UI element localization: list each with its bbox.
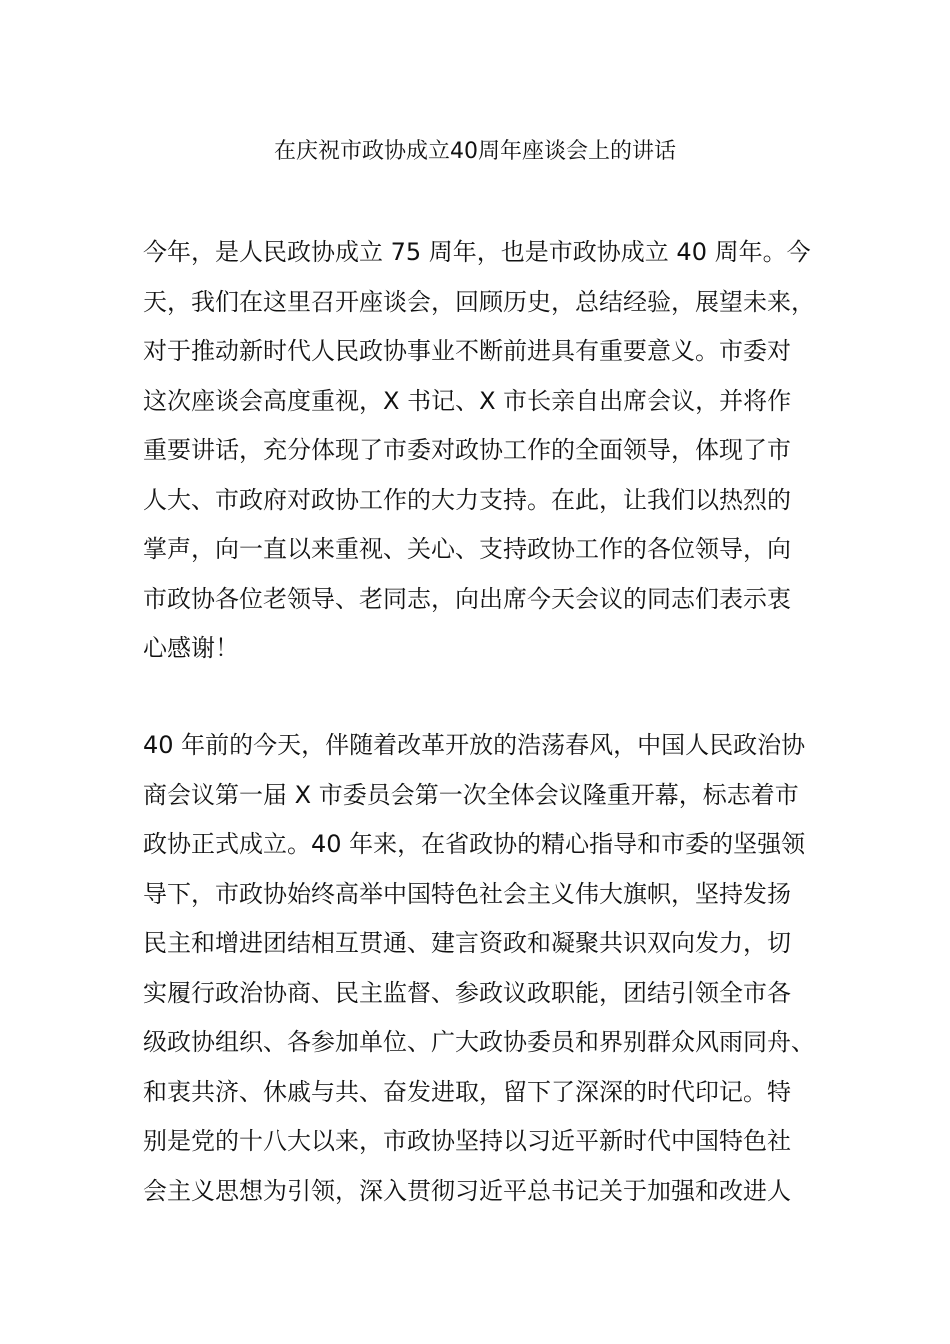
paragraph-line: 掌声，向一直以来重视、关心、支持政协工作的各位领导，向 xyxy=(143,535,791,563)
paragraph-line: 别是党的十八大以来，市政协坚持以习近平新时代中国特色社 xyxy=(143,1127,791,1155)
paragraph-2 xyxy=(143,721,815,1216)
paragraph-line: 重要讲话，充分体现了市委对政协工作的全面领导，体现了市 xyxy=(143,436,791,464)
paragraph-line: 民主和增进团结相互贯通、建言资政和凝聚共识双向发力，切 xyxy=(143,929,791,957)
paragraph-line: 政协正式成立。40 年来，在省政协的精心指导和市委的坚强领 xyxy=(143,830,806,858)
document-title: 在庆祝市政协成立40周年座谈会上的讲话 xyxy=(274,139,676,164)
paragraph-line: 对于推动新时代人民政协事业不断前进具有重要意义。市委对 xyxy=(143,337,791,365)
paragraph-line: 会主义思想为引领，深入贯彻习近平总书记关于加强和改进人 xyxy=(143,1176,791,1205)
paragraph-line: 商会议第一届 X 市委员会第一次全体会议隆重开幕，标志着市 xyxy=(143,780,799,809)
paragraph-line: 导下，市政协始终高举中国特色社会主义伟大旗帜，坚持发扬 xyxy=(143,879,791,908)
paragraph-line: 40 年前的今天，伴随着改革开放的浩荡春风，中国人民政治协 xyxy=(143,731,806,759)
paragraph-line: 实履行政治协商、民主监督、参政议政职能，团结引领全市各 xyxy=(143,978,791,1007)
paragraph-line: 市政协各位老领导、老同志，向出席今天会议的同志们表示衷 xyxy=(143,584,791,613)
paragraph-line: 心感谢！ xyxy=(143,634,239,662)
paragraph-line: 今年，是人民政协成立 75 周年，也是市政协成立 40 周年。今 xyxy=(143,238,811,266)
paragraph-1 xyxy=(143,228,815,674)
paragraph-line: 人大、市政府对政协工作的大力支持。在此，让我们以热烈的 xyxy=(143,485,791,514)
paragraph-line: 和衷共济、休戚与共、奋发进取，留下了深深的时代印记。特 xyxy=(143,1077,791,1106)
paragraph-line: 级政协组织、各参加单位、广大政协委员和界别群众风雨同舟、 xyxy=(143,1028,815,1056)
paragraph-line: 天，我们在这里召开座谈会，回顾历史，总结经验，展望未来， xyxy=(143,287,815,316)
paragraph-line: 这次座谈会高度重视，X 书记、X 市长亲自出席会议，并将作 xyxy=(143,386,792,415)
